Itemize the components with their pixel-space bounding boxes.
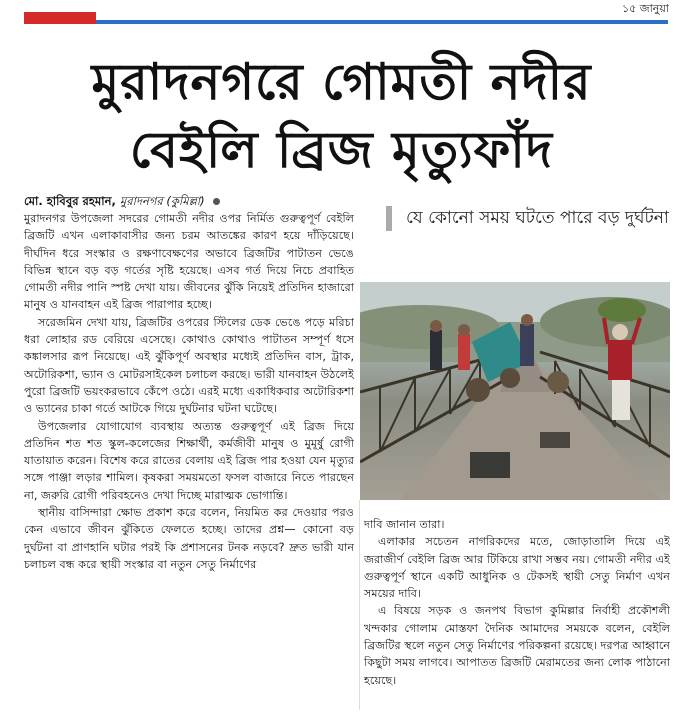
article-paragraph: মুরাদনগর উপজেলা সদরের গোমতী নদীর ওপর নির্মিত গুরুত্বপূর্ণ বেইলি ব্রিজটি এখন এলাকাবাসীর জন্য চরম আতঙ্কের কারণ হয়ে দাঁড়িয়েছে। দীর্ঘদিন ধরে সংস্কার ও রক্ষণাবেক্ষণের অভাবে ব্রিজটির পাটাতন ভেঙে বিভিন্ন স্থানে বড় বড় গর্তের সৃষ্টি হয়েছে। এসব গর্ত দিয়ে নিচে প্রবাহিত গোমতী নদীর পানি স্পষ্ট দেখা যায়। জীবনের ঝুঁকি নিয়েই প্রতিদিন হাজারো মানুষ ও যানবাহন এই ব্রিজ পারাপার হচ্ছে। bbox=[24, 212, 354, 312]
byline-author: মো. হাবিবুর রহমান, bbox=[24, 194, 116, 208]
article-body-right-column bbox=[364, 516, 670, 689]
headline-line-1: মুরাদনগরে গোমতী নদীর bbox=[91, 52, 592, 111]
bridge-photo-illustration bbox=[360, 282, 670, 500]
top-accent-bar-red bbox=[24, 12, 96, 24]
article-paragraph: সরেজমিন দেখা যায়, ব্রিজটির ওপরের স্টিলের ডেক ভেঙে পড়ে মরিচা ধরা লোহার রড বেরিয়ে এসেছে। কোথাও কোথাও পাটাতন সম্পূর্ণ ধসে কঙ্কালসার রূপ নিয়েছে। এই ঝুঁকিপূর্ণ অবস্থার মধ্যেই প্রতিদিন বাস, ট্রাক, অটোরিকশা, ভ্যান ও মোটরসাইকেল চলাচল করছে। ভারী যানবাহন উঠলেই পুরো ব্রিজটি ভয়ংকরভাবে কেঁপে ওঠে। এরই মধ্যে একাধিকবার অটোরিকশা ও ভ্যানের চাকা গর্তে আটকে গিয়ে দুর্ঘটনার ঘটনা ঘটেছে। bbox=[24, 315, 354, 416]
article-paragraph: স্থানীয় বাসিন্দারা ক্ষোভ প্রকাশ করে বলেন, নিয়মিত কর দেওয়ার পরও কেন এভাবে জীবন ঝুঁকিতে ফেলতে হচ্ছে। তাদের প্রশ্ন— কোনো বড় দুর্ঘটনা বা প্রাণহানি ঘটার পরই কি প্রশাসনের টনক নড়বে? দ্রুত ভারী যান চলাচল বন্ধ করে স্থায়ী সংস্কার বা নতুন সেতু নির্মাণের bbox=[24, 506, 354, 571]
column-divider bbox=[359, 500, 360, 710]
issue-date: ১৫ জানুয়া bbox=[621, 2, 669, 15]
bridge-photo bbox=[360, 282, 670, 500]
byline-place: মুরাদনগর (কুমিল্লা) bbox=[119, 194, 205, 208]
article-paragraph: দাবি জানান তারা। bbox=[364, 518, 445, 531]
article-paragraph: উপজেলার যোগাযোগ ব্যবস্থায় অত্যন্ত গুরুত্বপূর্ণ এই ব্রিজ দিয়ে প্রতিদিন শত শত স্কুল-কলেজের শিক্ষার্থী, কর্মজীবী মানুষ ও মুমূর্ষু রোগী যাতায়াত করেন। বিশেষ করে রাতের বেলায় এই ব্রিজ পার হওয়া যেন মৃত্যুর সঙ্গে পাঞ্জা লড়ার শামিল। কৃষকরা সময়মতো ফসল বাজারে নিতে পারছেন না, জরুরি রোগী পরিবহনেও দেখা দিচ্ছে মারাত্মক ভোগান্তি। bbox=[24, 419, 354, 502]
top-accent-bar-blue bbox=[96, 20, 668, 24]
article-body-left-column bbox=[24, 210, 354, 573]
byline-bullet-icon bbox=[213, 198, 220, 205]
headline-line-2: বেইলি ব্রিজ মৃত্যুফাঁদ bbox=[129, 120, 554, 179]
article-paragraph: এ বিষয়ে সড়ক ও জনপথ বিভাগ কুমিল্লার নির্বাহী প্রকৌশলী খন্দকার গোলাম মোস্তফা দৈনিক আমাদের সময়কে বলেন, বেইলি ব্রিজটির স্থলে নতুন সেতু নির্মাণের পরিকল্পনা রয়েছে। দরপত্র আহ্বানে কিছুটা সময় লাগবে। আপাতত ব্রিজটি মেরামতের জন্য লোক পাঠানো হয়েছে। bbox=[364, 604, 670, 687]
pull-quote: যে কোনো সময় ঘটতে পারে বড় দুর্ঘটনা bbox=[386, 206, 676, 231]
article-paragraph: এলাকার সচেতন নাগরিকদের মতে, জোড়াতালি দিয়ে এই জরাজীর্ণ বেইলি ব্রিজ আর টিকিয়ে রাখা সম্ভব নয়। গোমতী নদীর এই গুরুত্বপূর্ণ স্থানে একটি আধুনিক ও টেকসই স্থায়ী সেতু নির্মাণ এখন সময়ের দাবি। bbox=[364, 535, 670, 601]
